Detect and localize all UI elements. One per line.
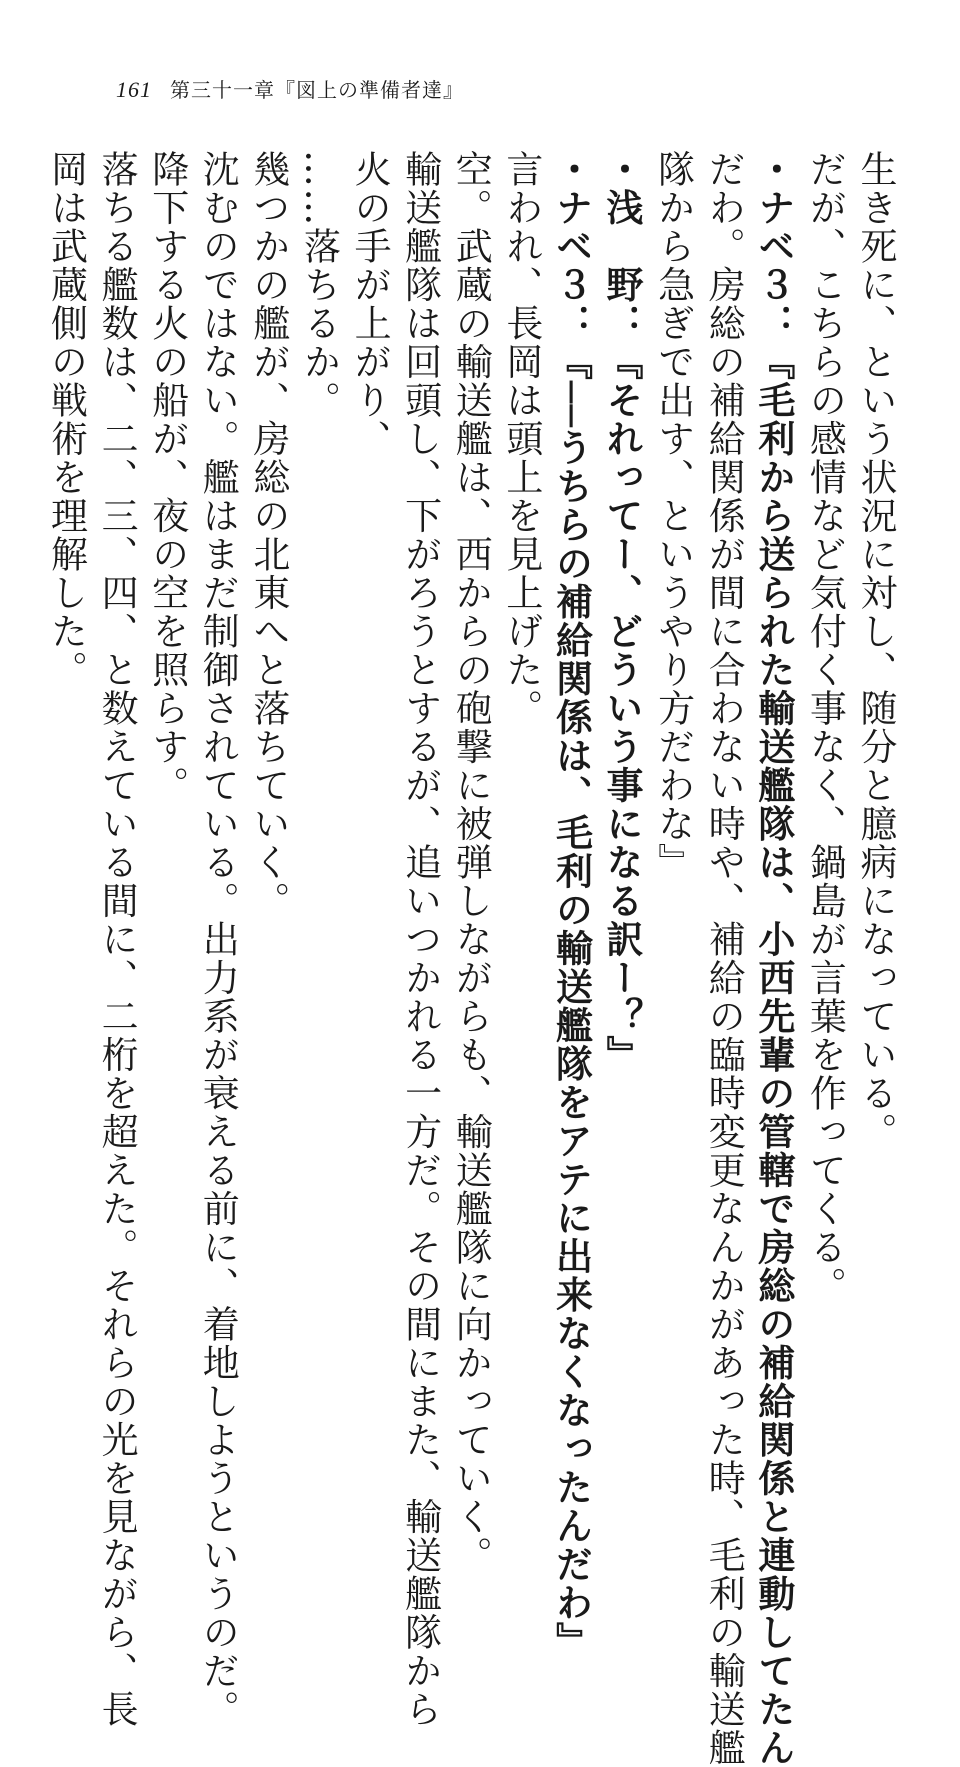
text-line: だわ。房総の補給関係が間に合わない時や、補給の臨時変更なんかがあった時、毛利の輸送艦: [702, 150, 746, 1767]
text-line: 落ちる艦数は、二、三、四、と数えている間に、二桁を超えた。それらの光を見ながら、長: [95, 150, 139, 1729]
text-line: 幾つかの艦が、房総の北東へと落ちていく。: [246, 150, 290, 920]
chapter-title: 第三十一章『図上の準備者達』: [170, 80, 464, 102]
text-line: 輸送艦隊は回頭し、下がろうとするが、追いつかれる一方だ。その間にまた、輸送艦隊から: [398, 150, 442, 1729]
text-line: 沈むのではない。艦はまだ制御されている。出力系が衰える前に、着地しようというのだ。: [196, 150, 240, 1729]
text-line: 岡は武蔵側の戦術を理解した。: [44, 150, 88, 689]
page-number: 161: [116, 77, 152, 102]
dialogue-line: ・ナベ３：『毛利から送られた輸送艦隊は、小西先輩の管轄で房総の補給関係と連動してたん: [751, 150, 796, 1767]
text-line: 隊から急ぎで出す、というやり方だわな』: [651, 150, 695, 882]
text-line: 降下する火の船が、夜の空を照らす。: [145, 150, 189, 805]
text-line: 生き死に、という状況に対し、随分と臆病になっている。: [854, 150, 897, 1151]
text-line: 火の手が上がり、: [348, 150, 392, 458]
vertical-body-text: [44, 150, 900, 1767]
text-line: だが、こちらの感情など気付く事なく、鍋島が言葉を作ってくる。: [803, 150, 847, 1305]
dialogue-line: ・浅 野：『それってー、どういう事になる訳ー？』: [600, 150, 645, 1074]
text-line: 空。武蔵の輸送艦は、西からの砲撃に被弾しながらも、輸送艦隊に向かっていく。: [449, 150, 493, 1575]
running-header: [116, 74, 464, 104]
text-line: 言われ、長岡は頭上を見上げた。: [499, 150, 543, 728]
dialogue-line: ・ナベ３：『──うちらの補給関係は、毛利の輸送艦隊をアテに出来なくなったんだわ』: [549, 150, 594, 1661]
text-line: ……落ちるか。: [297, 150, 341, 420]
